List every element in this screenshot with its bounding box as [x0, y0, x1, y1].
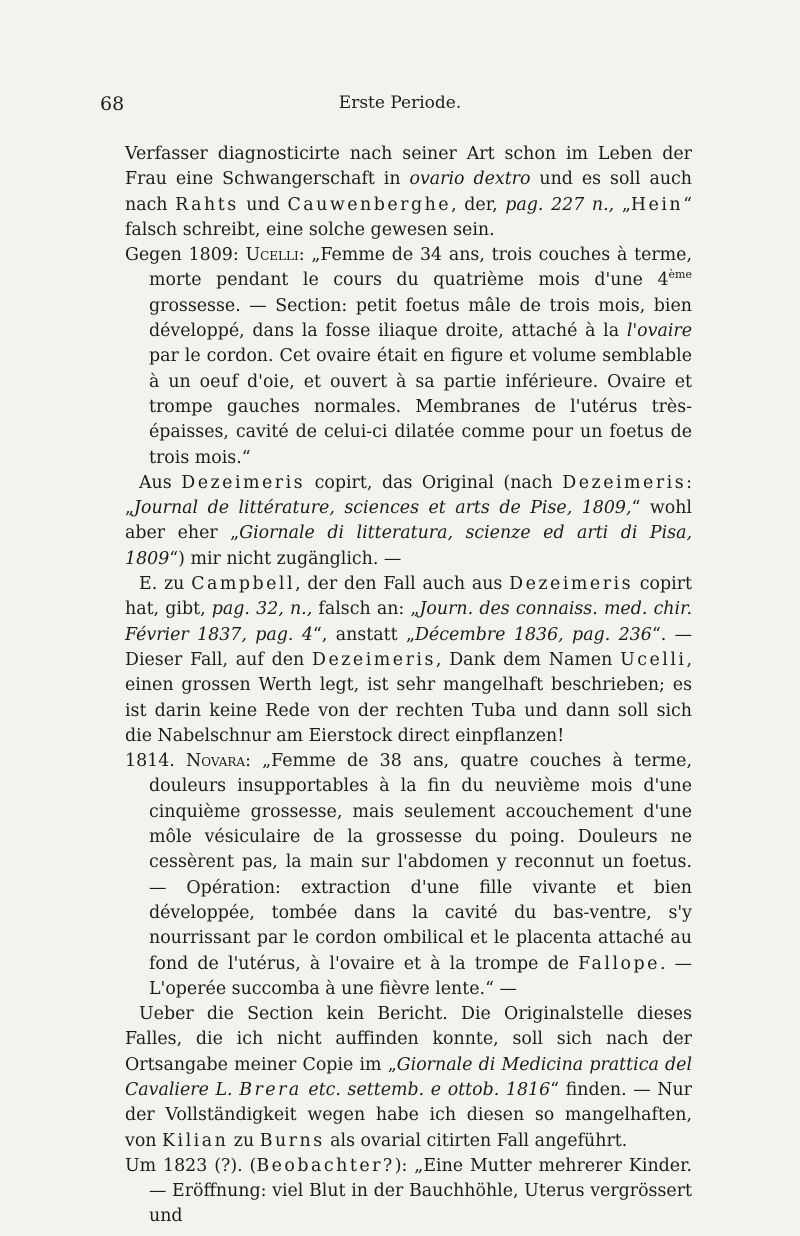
- case-novara: 1814. Novara: „Femme de 38 ans, quatre couches à terme, douleurs insupportables à la fin du neuvième mois d'une cinquième grossesse, mais seulement accouchement d'une môle vésiculaire de la grossesse du poing. Douleurs ne cessèrent pas, la main sur l'abdomen y reconnut un foetus. — Opération: extraction d'une fille vivante et bien développée, tombée dans la cavité du bas-ventre, s'y nourrissant par le cordon ombilical et le placenta attaché au fond de l'utérus, à l'ovaire et à la trompe de Fallope. — L'operée succomba à une fièvre lente.“ —: [125, 751, 693, 999]
- case-1823: Um 1823 (?). (Beobachter?): „Eine Mutter mehrerer Kinder. — Eröffnung: viel Blut in der Bauchhöhle, Uterus vergrössert und: [125, 1155, 692, 1227]
- paragraph-dezeimeris: Aus Dezeimeris copirt, das Original (nach Dezeimeris: „Journal de littérature, sciences et arts de Pise, 1809,“ wohl aber eher „Giornale di litteratura, scienze ed arti di Pisa, 1809“) mir nicht zugänglich. —: [125, 472, 692, 569]
- paragraph-section: Ueber die Section kein Bericht. Die Originalstelle dieses Falles, die ich nicht auffinden konnte, soll sich nach der Ortsangabe meiner Copie im „Giornale di Medicina prattica del Cavaliere L. Brera etc. settemb. e ottob. 1816“ finden. — Nur der Vollständigkeit wegen habe ich diesen so mangelhaften, von Kilian zu Burns als ovarial citirten Fall angeführt.: [125, 1004, 693, 1151]
- page-number: 68: [100, 93, 125, 115]
- case-ucelli: Gegen 1809: Ucelli: „Femme de 34 ans, trois couches à terme, morte pendant le cours du quatrième mois d'une 4ème grossesse. — Section: petit foetus mâle de trois mois, bien développé, dans la fosse iliaque droite, attaché à la l'ovaire par le cordon. Cet ovaire était en figure et volume semblable à un oeuf d'oie, et ouvert à sa partie inférieure. Ovaire et trompe gauches normales. Membranes de l'utérus très-épaisses, cavité de celui-ci dilatée comme pour un foetus de trois mois.“: [125, 245, 692, 468]
- paragraph-verfasser: Verfasser diagnosticirte nach seiner Art schon im Leben der Frau eine Schwangerschaft in ovario dextro und es soll auch nach Rahts und Cauwenberghe, der, pag. 227 n., „Hein“ falsch schreibt, eine solche gewesen sein.: [125, 144, 692, 240]
- paragraph-campbell: E. zu Campbell, der den Fall auch aus Dezeimeris copirt hat, gibt, pag. 32, n., falsch an: „Journ. des connaiss. med. chir. Février 1837, pag. 4“, anstatt „Décembre 1836, pag. 236“. — Dieser Fall, auf den Dezeimeris, Dank dem Namen Ucelli, einen grossen Werth legt, ist sehr mangelhaft beschrieben; es ist darin keine Rede von der rechten Tuba und dann soll sich die Nabelschnur am Eierstock direct einpflanzen!: [125, 574, 693, 746]
- page-header: [100, 93, 700, 123]
- body-text: [125, 142, 692, 1230]
- running-head: Erste Periode.: [338, 93, 462, 113]
